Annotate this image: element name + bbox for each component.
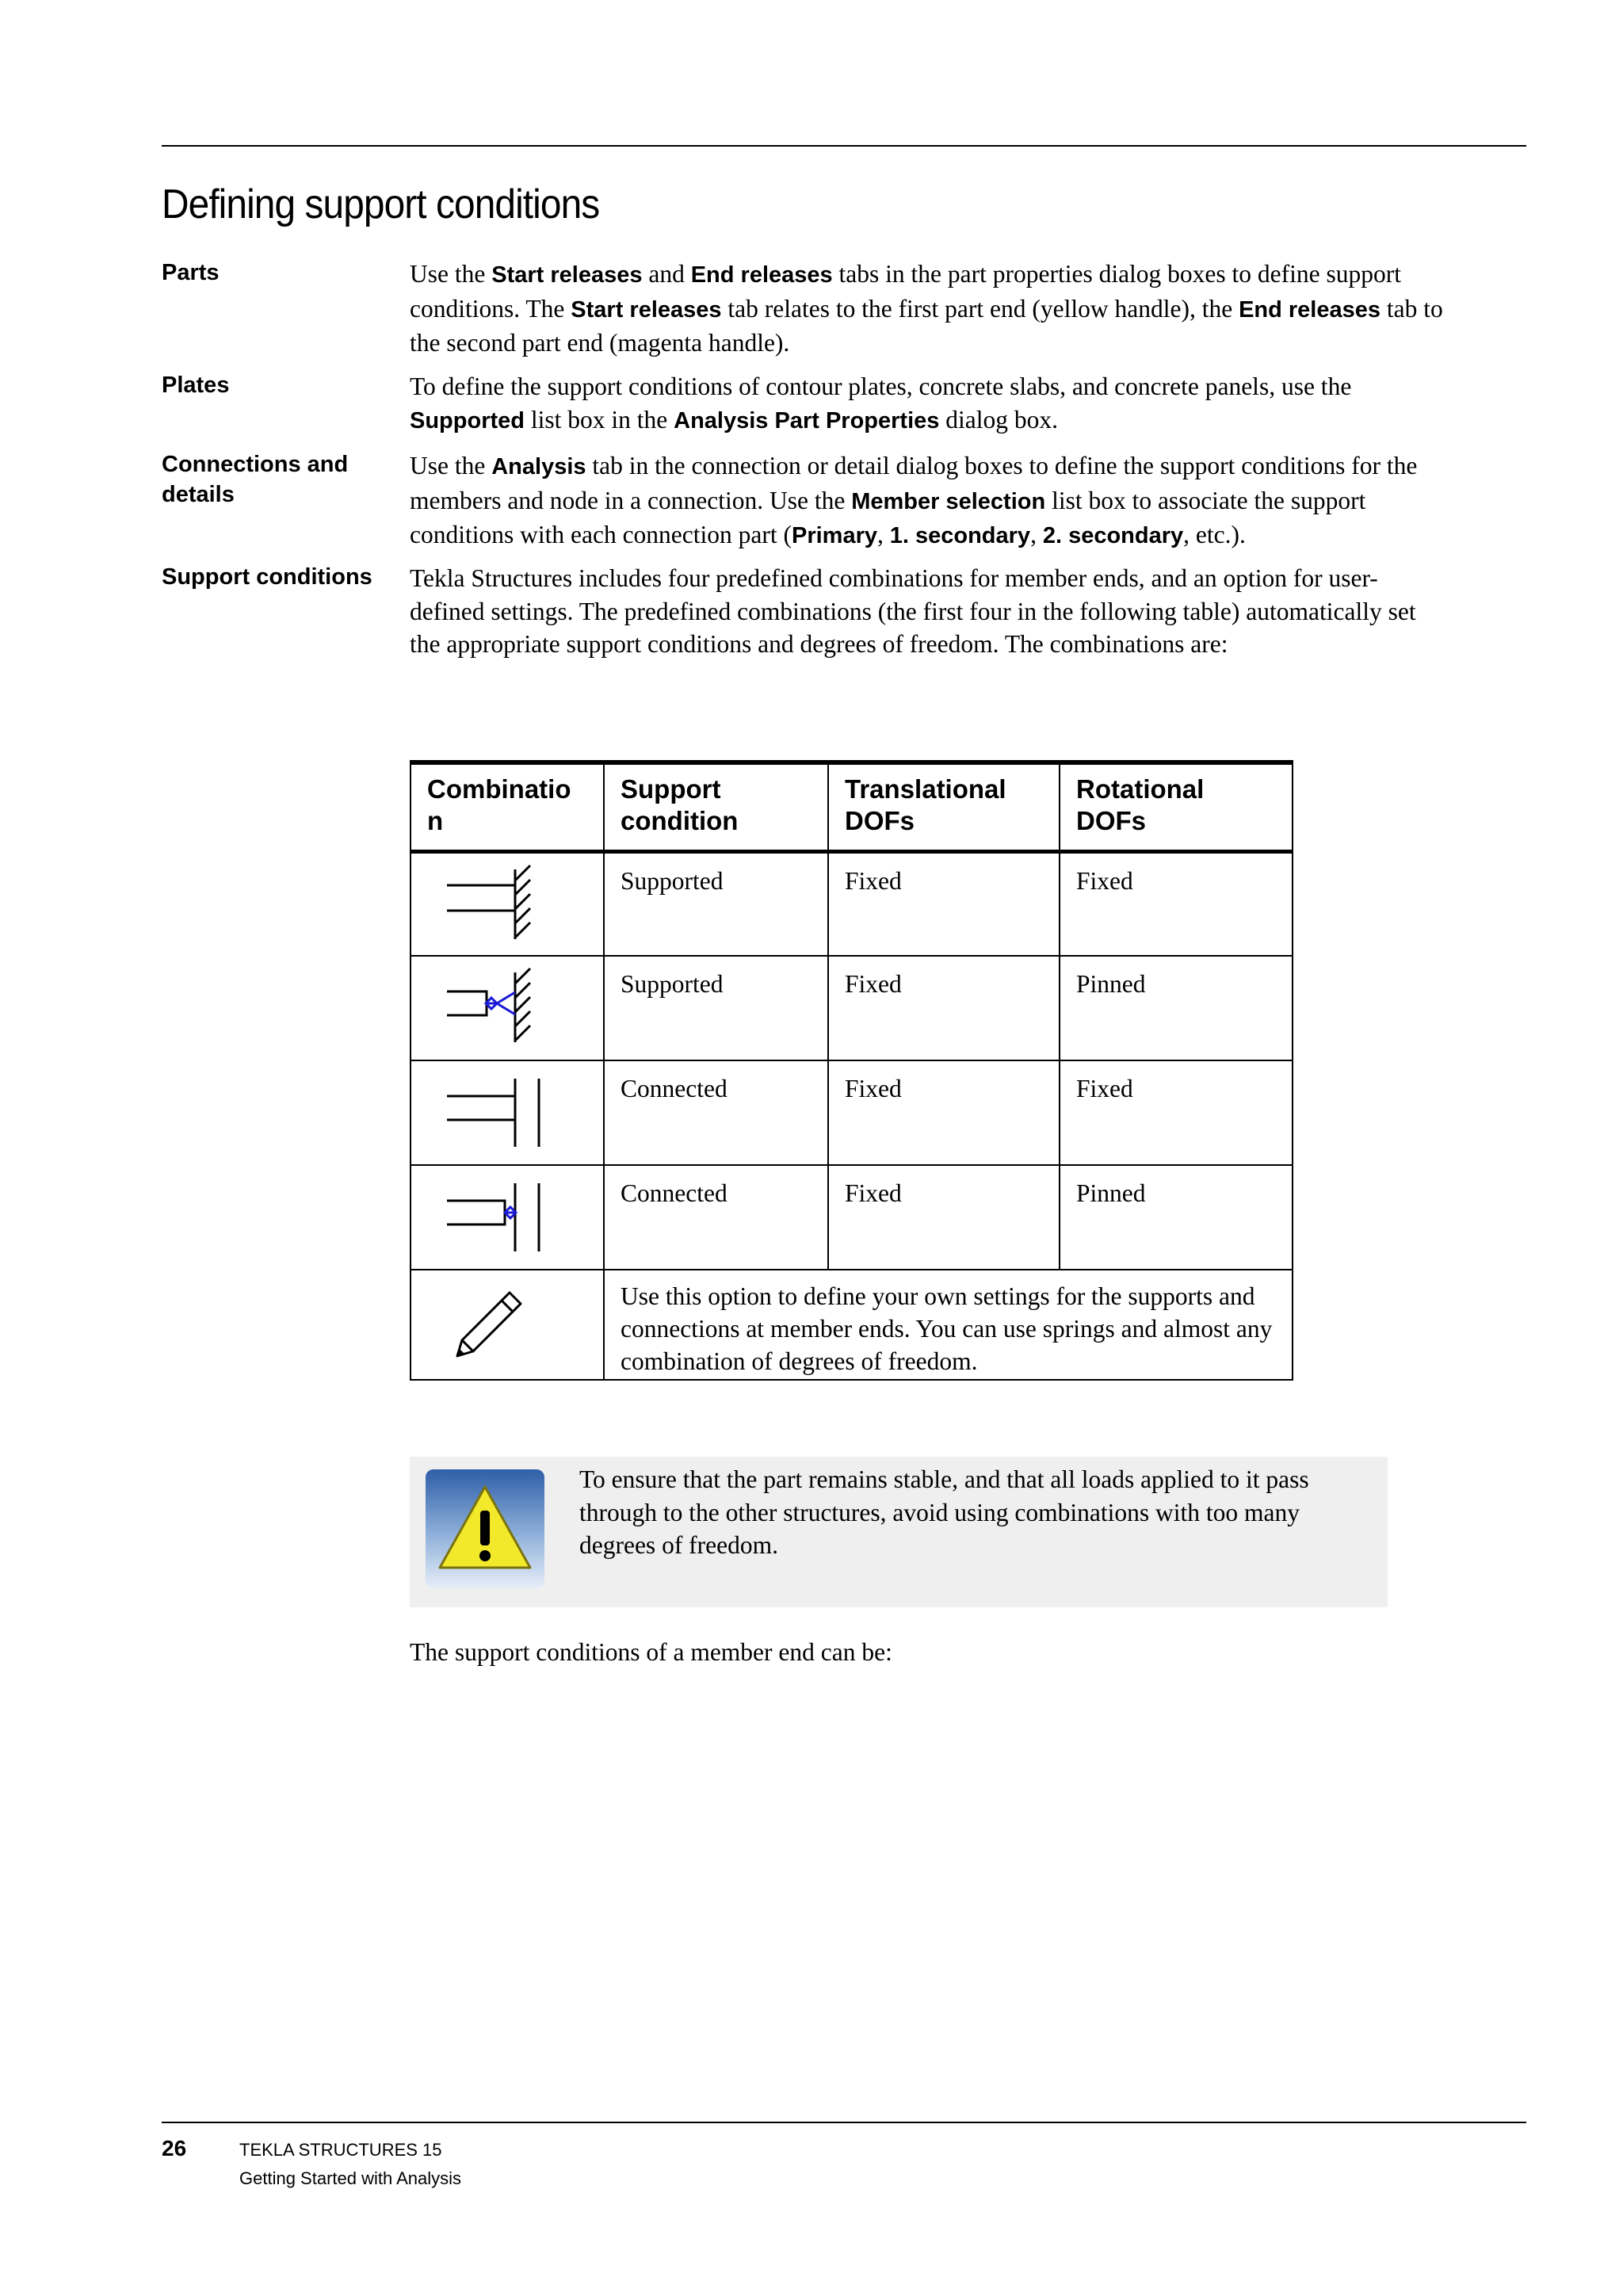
support-condition-cell: Connected [604,1165,828,1270]
translational-cell: Fixed [828,851,1060,956]
combination-cell [411,1165,604,1270]
ui-term: End releases [1239,296,1381,323]
page-title: Defining support conditions [162,181,600,227]
ui-term: End releases [690,262,833,288]
supported-pinned-icon [411,957,601,1061]
rotational-cell: Fixed [1060,1060,1293,1165]
support-condition-cell: Connected [604,1060,828,1165]
top-rule [162,145,1526,147]
combination-cell [411,1060,604,1165]
text-run: Use the [410,260,492,288]
text-run: list box to associate the support conditions with each connection part ( [410,486,1366,548]
connected-pinned-icon [411,1166,601,1270]
support-condition-cell: Supported [604,956,828,1060]
support-condition-cell: Supported [604,851,828,956]
text-run: tabs in the part properties dialog boxes to define support conditions. The [410,260,1402,323]
supported-fixed-icon [411,854,601,958]
text-run: and [642,260,691,288]
text-run: Tekla Structures includes four predefined combinations for member ends, and an option for user-defined settings. The predefined combinations (the first four in the following table) automatically set the appropriate support conditions and degrees of freedom. The combinations are: [410,564,1416,658]
footer-guide: Getting Started with Analysis [239,2168,462,2188]
translational-cell: Fixed [828,956,1060,1060]
footer-product: TEKLA STRUCTURES 15 [239,2140,442,2160]
rotational-cell: Pinned [1060,956,1293,1060]
user-defined-description: Use this option to define your own settings for the supports and connections at member ends. You can use springs and almost any combination of degrees of freedom. [604,1270,1293,1380]
ui-term: Start releases [571,296,722,323]
text-run: Use the [410,452,492,479]
section-label: Plates [162,372,230,398]
warning-note [410,1457,1388,1607]
bottom-rule [162,2122,1526,2123]
translational-cell: Fixed [828,1060,1060,1165]
page-number: 26 [162,2136,187,2160]
ui-term: Member selection [851,488,1046,514]
combination-cell [411,1270,604,1380]
support-combinations-table [410,760,1293,1381]
pencil-icon [411,1270,601,1381]
text-run: , etc.). [1183,521,1246,548]
text-run: , [1030,521,1043,548]
section-body [410,370,1449,437]
table-row [411,851,1293,956]
text-run: list box in the [525,405,674,434]
translational-cell: Fixed [828,1165,1060,1270]
section-label: Parts [162,260,220,285]
section-label: Connections and details [162,452,349,507]
rotational-cell: Pinned [1060,1165,1293,1270]
combination-cell [411,956,604,1060]
header-rotational-dofs: Rotational DOFs [1060,762,1293,851]
ui-term: Primary [791,523,877,548]
ui-term: 1. secondary [889,523,1031,548]
text-run: tab to the second part end (magenta handle). [410,294,1443,357]
text-run: tab relates to the first part end (yellow handle), the [721,294,1239,323]
header-combination: Combinatio n [411,762,604,851]
connected-fixed-icon [411,1061,601,1166]
support-conditions-intro: The support conditions of a member end can be: [410,1638,892,1666]
ui-term: Analysis [491,454,586,479]
header-translational-dofs: Translational DOFs [828,762,1060,851]
table-row [411,1060,1293,1165]
ui-term: Analysis Part Properties [674,407,940,434]
table-row [411,1165,1293,1270]
table-header-row [411,762,1293,851]
ui-term: Supported [410,407,525,434]
combination-cell [411,851,604,956]
text-run: , [877,521,890,548]
section-body [410,258,1449,360]
section-label: Support conditions [162,564,372,590]
ui-term: 2. secondary [1042,523,1184,548]
warning-icon [426,1469,544,1588]
table-row [411,956,1293,1060]
warning-text: To ensure that the part remains stable, and that all loads applied to it pass through to the other structures, avoid using combinations with too many degrees of freedom. [579,1465,1309,1559]
text-run: dialog box. [939,405,1059,434]
text-run: To define the support conditions of contour plates, concrete slabs, and concrete panels, use the [410,372,1352,400]
text-run: tab in the connection or detail dialog boxes to define the support conditions for the members and node in a connection. Use the [410,452,1418,514]
rotational-cell: Fixed [1060,851,1293,956]
header-support-condition: Support condition [604,762,828,851]
ui-term: Start releases [491,262,643,288]
section-body [410,449,1449,553]
table-row-user-defined [411,1270,1293,1380]
section-body [410,562,1449,661]
